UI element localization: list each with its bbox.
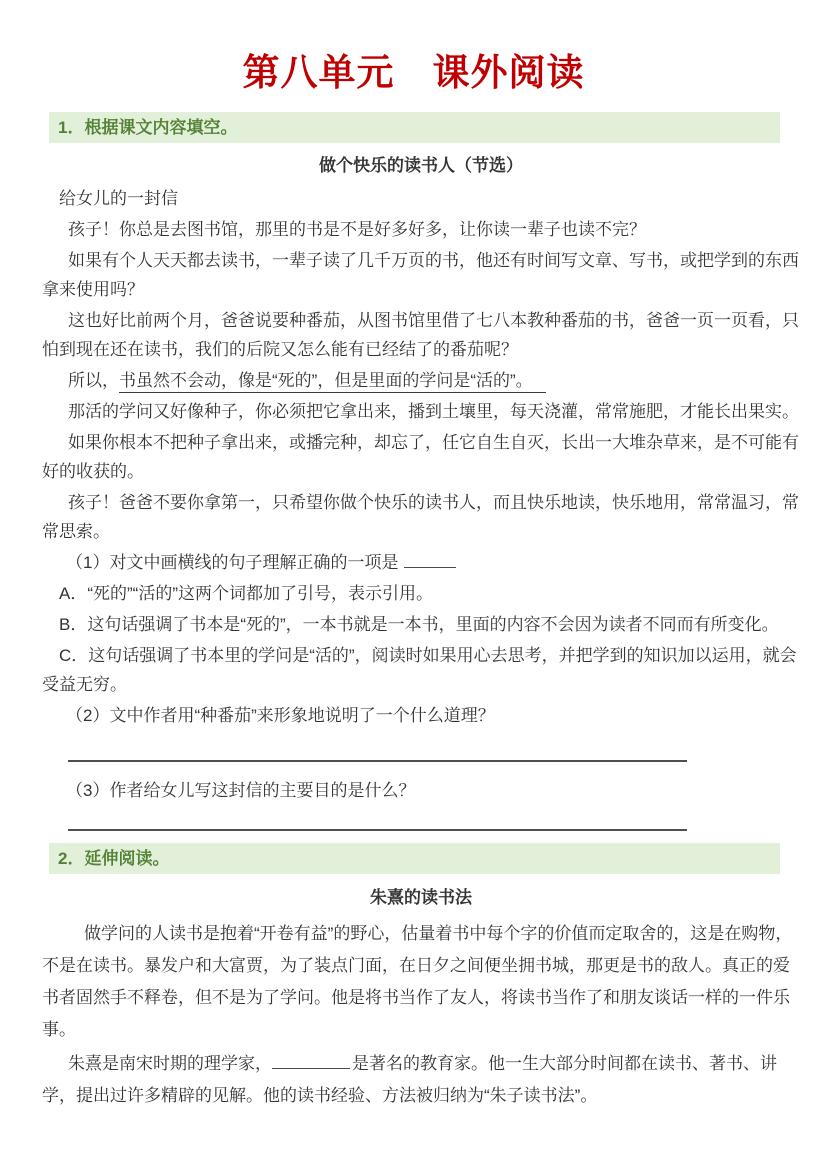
answer-blank-q1[interactable] <box>404 552 456 568</box>
paragraph-letter-heading: 给女儿的一封信 <box>59 189 178 208</box>
paragraph-with-blank <box>42 1048 800 1112</box>
page-title: 第八单元 课外阅读 <box>242 52 585 93</box>
underlined-sentence: 书虽然不会动，像是“死的”，但是里面的学问是“活的”。 <box>119 371 546 393</box>
question-1 <box>42 548 800 577</box>
section-1-header <box>49 112 780 143</box>
paragraph: 如果有个人天天都去读书，一辈子读了几千万页的书，他还有时间写文章、写书，或把学到的东西拿来使用吗？ <box>42 251 799 299</box>
section-1-content <box>0 151 827 831</box>
answer-line-q3[interactable] <box>68 829 687 831</box>
answer-line-q2[interactable] <box>68 760 687 762</box>
option-b: B．这句话强调了书本是“死的”，一本书就是一本书，里面的内容不会因为读者不同而有所变化。 <box>59 615 779 634</box>
paragraph: 那活的学问又好像种子，你必须把它拿出来，播到土壤里，每天浇灌，常常施肥，才能长出果实。 <box>68 402 799 421</box>
question-3: （3）作者给女儿写这封信的主要目的是什么？ <box>66 781 416 800</box>
underline-prefix: 所以， <box>68 371 119 390</box>
question-2: （2）文中作者用“种番茄”来形象地说明了一个什么道理？ <box>66 706 495 725</box>
paragraph: 这也好比前两个月，爸爸说要种番茄，从图书馆里借了七八本教种番茄的书，爸爸一页一页看，只怕到现在还在读书，我们的后院又怎么能有已经结了的番茄呢？ <box>42 311 799 359</box>
fill-in-blank[interactable] <box>272 1053 350 1069</box>
passage-1-title: 做个快乐的读书人（节选） <box>319 156 523 175</box>
paragraph: 做学问的人读书是抱着“开卷有益”的野心，估量着书中每个字的价值而定取舍的，这是在购物，不是在读书。暴发户和大富贾，为了装点门面，在日夕之间便坐拥书城，那更是书的敌人。真正的爱书者固然手不释卷，但不是为了学问。他是将书当作了友人，将读书当作了和朋友谈话一样的一件乐事。 <box>42 924 793 1039</box>
section-2-content <box>0 882 827 1112</box>
section-2-header <box>49 843 780 874</box>
paragraph: 如果你根本不把种子拿出来，或播完种，却忘了，任它自生自灭，长出一大堆杂草来，是不可能有好的收获的。 <box>42 433 799 481</box>
option-c: C．这句话强调了书本里的学问是“活的”，阅读时如果用心去思考，并把学到的知识加以运用，就会受益无穷。 <box>42 646 797 694</box>
paragraph: 孩子！爸爸不要你拿第一，只希望你做个快乐的读书人，而且快乐地读，快乐地用，常常温习，常常思索。 <box>42 493 799 541</box>
paragraph: 孩子！你总是去图书馆，那里的书是不是好多好多，让你读一辈子也读不完？ <box>68 220 646 239</box>
section-2-header-label: 2．延伸阅读。 <box>58 849 170 868</box>
paragraph-with-underline <box>42 366 800 395</box>
option-a: A．“死的”“活的”这两个词都加了引号，表示引用。 <box>59 584 433 603</box>
passage-2-title: 朱熹的读书法 <box>370 888 472 907</box>
fill-blank-suffix: 是著名的教育家。他一生大部分时间都在读书、著书、讲学，提出过许多精辟的见解。他的读书经验、方法被归纳为“朱子读书法”。 <box>42 1054 777 1105</box>
question-1-label: （1）对文中画横线的句子理解正确的一项是 <box>66 553 399 572</box>
section-1-header-label: 1．根据课文内容填空。 <box>58 118 238 137</box>
fill-blank-prefix: 朱熹是南宋时期的理学家， <box>68 1054 272 1073</box>
